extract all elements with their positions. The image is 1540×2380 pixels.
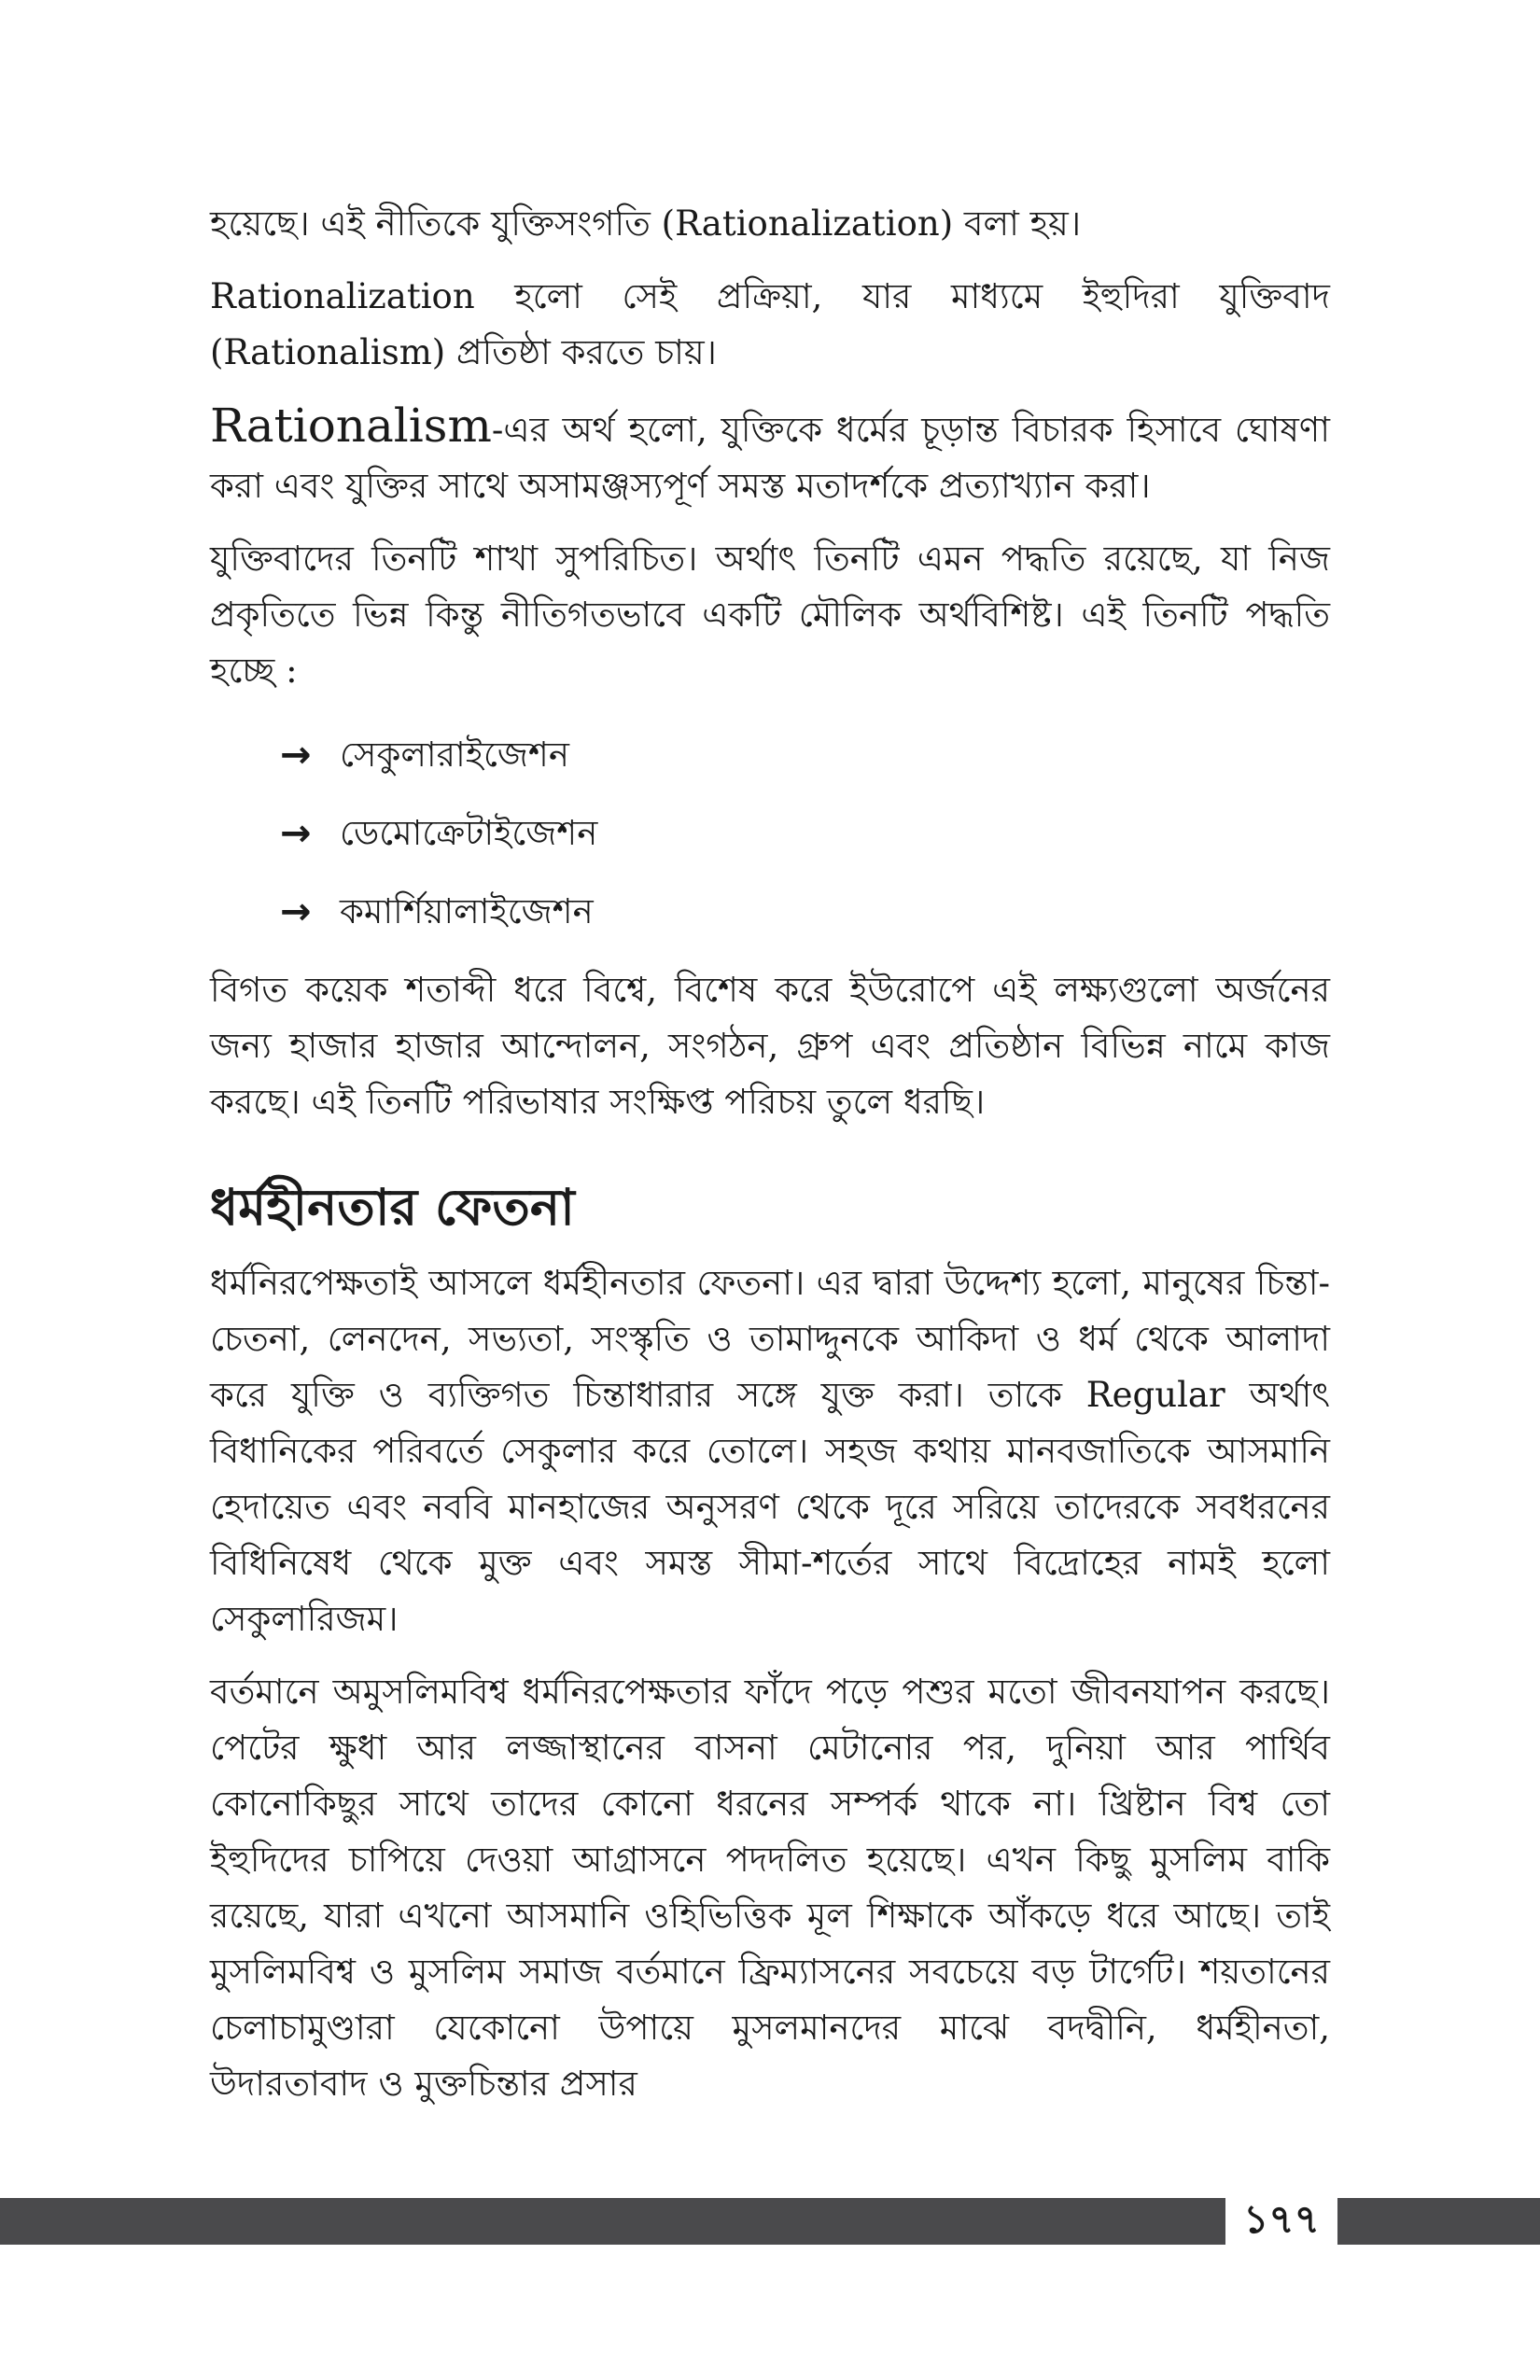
arrow-right-icon: → — [280, 812, 312, 855]
paragraph-4: যুক্তিবাদের তিনটি শাখা সুপরিচিত। অর্থাৎ তিনটি এমন পদ্ধতি রয়েছে, যা নিজ প্রকৃতিতে ভিন্ন কিন্তু নীতিগতভাবে একটি মৌলিক অর্থবিশিষ্ট। এই তিনটি পদ্ধতি হচ্ছে : — [210, 539, 1330, 691]
page-body — [210, 196, 1330, 2129]
list-item-label: ডেমোক্রেটাইজেশন — [340, 813, 598, 853]
paragraph-1: হয়েছে। এই নীতিকে যুক্তিসংগতি (Rationalization) বলা হয়। — [210, 203, 1082, 244]
methods-list — [210, 716, 1330, 951]
paragraph-7: বর্তমানে অমুসলিমবিশ্ব ধর্মনিরপেক্ষতার ফাঁদে পড়ে পশুর মতো জীবনযাপন করছে। পেটের ক্ষুধা আর লজ্জাস্থানের বাসনা মেটানোর পর, দুনিয়া আর পার্থিব কোনোকিছুর সাথে তাদের কোনো ধরনের সম্পর্ক থাকে না। খ্রিষ্টান বিশ্ব তো ইহুদিদের চাপিয়ে দেওয়া আগ্রাসনে পদদলিত হয়েছে। এখন কিছু মুসলিম বাকি রয়েছে, যারা এখনো আসমানি ওহিভিত্তিক মূল শিক্ষাকে আঁকড়ে ধরে আছে। তাই মুসলিমবিশ্ব ও মুসলিম সমাজ বর্তমানে ফ্রিম্যাসনের সবচেয়ে বড় টার্গেট। শয়তানের চেলাচামুণ্ডারা যেকোনো উপায়ে মুসলমানদের মাঝে বদদ্বীনি, ধর্মহীনতা, উদারতাবাদ ও মুক্তচিন্তার প্রসার — [210, 1672, 1330, 2104]
paragraph-3-rest: -এর অর্থ হলো, যুক্তিকে ধর্মের চূড়ান্ত বিচারক হিসাবে ঘোষণা করা এবং যুক্তির সাথে অসামঞ্জস্যপূর্ণ সমস্ত মতাদর্শকে প্রত্যাখ্যান করা। — [210, 410, 1330, 506]
list-item — [280, 873, 1330, 951]
paragraph-5: বিগত কয়েক শতাব্দী ধরে বিশ্বে, বিশেষ করে ইউরোপে এই লক্ষ্যগুলো অর্জনের জন্য হাজার হাজার আন্দোলন, সংগঠন, গ্রুপ এবং প্রতিষ্ঠান বিভিন্ন নামে কাজ করছে। এই তিনটি পরিভাষার সংক্ষিপ্ত পরিচয় তুলে ধরছি। — [210, 970, 1330, 1122]
rationalism-lead-word: Rationalism — [210, 399, 492, 453]
list-item-label: কমার্শিয়ালাইজেশন — [340, 891, 594, 931]
paragraph-6: ধর্মনিরপেক্ষতাই আসলে ধর্মহীনতার ফেতনা। এর দ্বারা উদ্দেশ্য হলো, মানুষের চিন্তা-চেতনা, লেনদেন, সভ্যতা, সংস্কৃতি ও তামাদ্দুনকে আকিদা ও ধর্ম থেকে আলাদা করে যুক্তি ও ব্যক্তিগত চিন্তাধারার সঙ্গে যুক্ত করা। তাকে Regular অর্থাৎ বিধানিকের পরিবর্তে সেকুলার করে তোলে। সহজ কথায় মানবজাতিকে আসমানি হেদায়েত এবং নববি মানহাজের অনুসরণ থেকে দূরে সরিয়ে তাদেরকে সবধরনের বিধিনিষেধ থেকে মুক্ত এবং সমস্ত সীমা-শর্তের সাথে বিদ্রোহের নামই হলো সেকুলারিজম। — [210, 1263, 1330, 1639]
arrow-right-icon: → — [280, 890, 312, 933]
arrow-right-icon: → — [280, 734, 312, 777]
page-number: ১৭৭ — [1225, 2193, 1337, 2249]
list-item — [280, 794, 1330, 873]
paragraph-2: Rationalization হলো সেই প্রক্রিয়া, যার মাধ্যমে ইহুদিরা যুক্তিবাদ (Rationalism) প্রতিষ্ঠা করতে চায়। — [210, 276, 1330, 372]
paragraph-3 — [210, 398, 1330, 514]
section-heading: ধর্মহীনতার ফেতনা — [210, 1177, 575, 1237]
list-item — [280, 716, 1330, 794]
list-item-label: সেকুলারাইজেশন — [340, 735, 569, 775]
